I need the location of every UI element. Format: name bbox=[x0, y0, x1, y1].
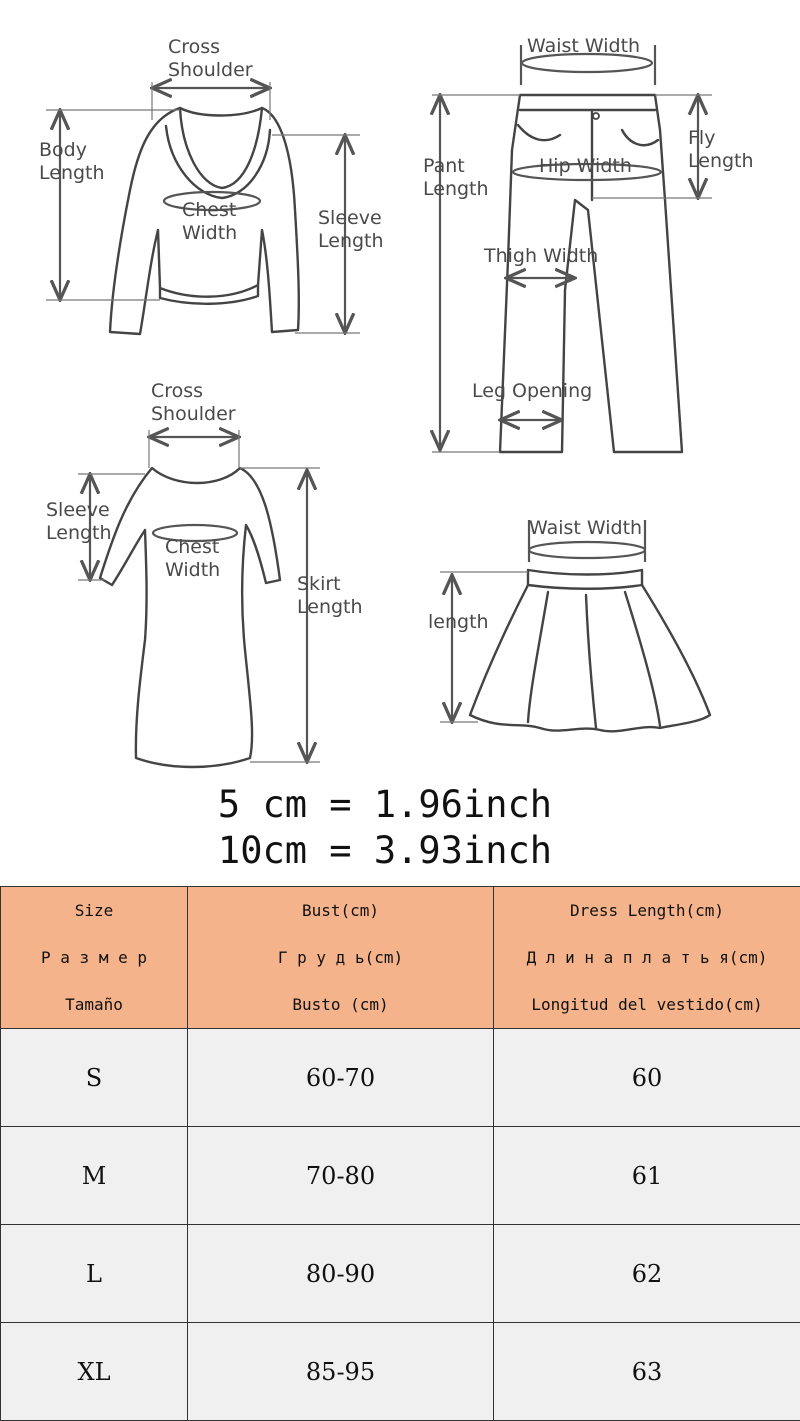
table-row bbox=[1, 1029, 800, 1127]
table-row bbox=[1, 1225, 800, 1323]
label-pants-waist-width: Waist Width bbox=[527, 35, 640, 57]
label-dress-cross-shoulder: Cross Shoulder bbox=[151, 380, 236, 425]
label-pants-hip-width: Hip Width bbox=[539, 155, 632, 177]
cell-dress-length: 60 bbox=[494, 1029, 800, 1127]
header-bust bbox=[188, 887, 494, 1029]
label-dress-skirt-length: Skirt Length bbox=[297, 573, 363, 618]
label-top-body-length: Body Length bbox=[39, 139, 105, 184]
header-dress-length-en: Dress Length(cm) bbox=[494, 887, 800, 934]
cell-size: S bbox=[1, 1029, 188, 1127]
label-dress-chest-width: Chest Width bbox=[165, 536, 220, 581]
label-top-cross-shoulder: Cross Shoulder bbox=[168, 36, 253, 81]
header-bust-ru: Г р у д ь(cm) bbox=[188, 934, 493, 981]
cell-size: L bbox=[1, 1225, 188, 1323]
size-chart-table bbox=[0, 886, 800, 1421]
label-skirt-length: length bbox=[428, 611, 489, 633]
header-dress-length-ru: Д л и н а п л а т ь я(cm) bbox=[494, 934, 800, 981]
header-size-ru: Р а з м е р bbox=[1, 934, 187, 981]
dress-illustration bbox=[100, 468, 280, 767]
size-chart-header-row bbox=[1, 887, 800, 1029]
cell-bust: 80-90 bbox=[188, 1225, 494, 1323]
cell-dress-length: 62 bbox=[494, 1225, 800, 1323]
cell-bust: 85-95 bbox=[188, 1323, 494, 1421]
header-dress-length bbox=[494, 887, 800, 1029]
label-skirt-waist-width: Waist Width bbox=[529, 517, 642, 539]
cell-bust: 70-80 bbox=[188, 1127, 494, 1225]
header-size-es: Tamaño bbox=[1, 981, 187, 1028]
label-pants-leg-opening: Leg Opening bbox=[472, 380, 592, 402]
cell-dress-length: 61 bbox=[494, 1127, 800, 1225]
header-bust-es: Busto (cm) bbox=[188, 981, 493, 1028]
skirt-illustration bbox=[470, 542, 710, 731]
table-row bbox=[1, 1323, 800, 1421]
conversion-line-2: 10cm = 3.93inch bbox=[0, 829, 770, 872]
label-pants-thigh-width: Thigh Width bbox=[483, 245, 598, 267]
conversion-line-1: 5 cm = 1.96inch bbox=[0, 783, 770, 826]
label-dress-sleeve-length: Sleeve Length bbox=[46, 499, 112, 544]
header-size bbox=[1, 887, 188, 1029]
label-top-chest-width: Chest Width bbox=[182, 199, 237, 244]
label-pants-length: Pant Length bbox=[423, 155, 489, 200]
label-pants-fly-length: Fly Length bbox=[688, 127, 754, 172]
table-row bbox=[1, 1127, 800, 1225]
cell-size: XL bbox=[1, 1323, 188, 1421]
header-bust-en: Bust(cm) bbox=[188, 887, 493, 934]
cell-size: M bbox=[1, 1127, 188, 1225]
header-dress-length-es: Longitud del vestido(cm) bbox=[494, 981, 800, 1028]
cell-dress-length: 63 bbox=[494, 1323, 800, 1421]
cell-bust: 60-70 bbox=[188, 1029, 494, 1127]
label-top-sleeve-length: Sleeve Length bbox=[318, 207, 384, 252]
header-size-en: Size bbox=[1, 887, 187, 934]
